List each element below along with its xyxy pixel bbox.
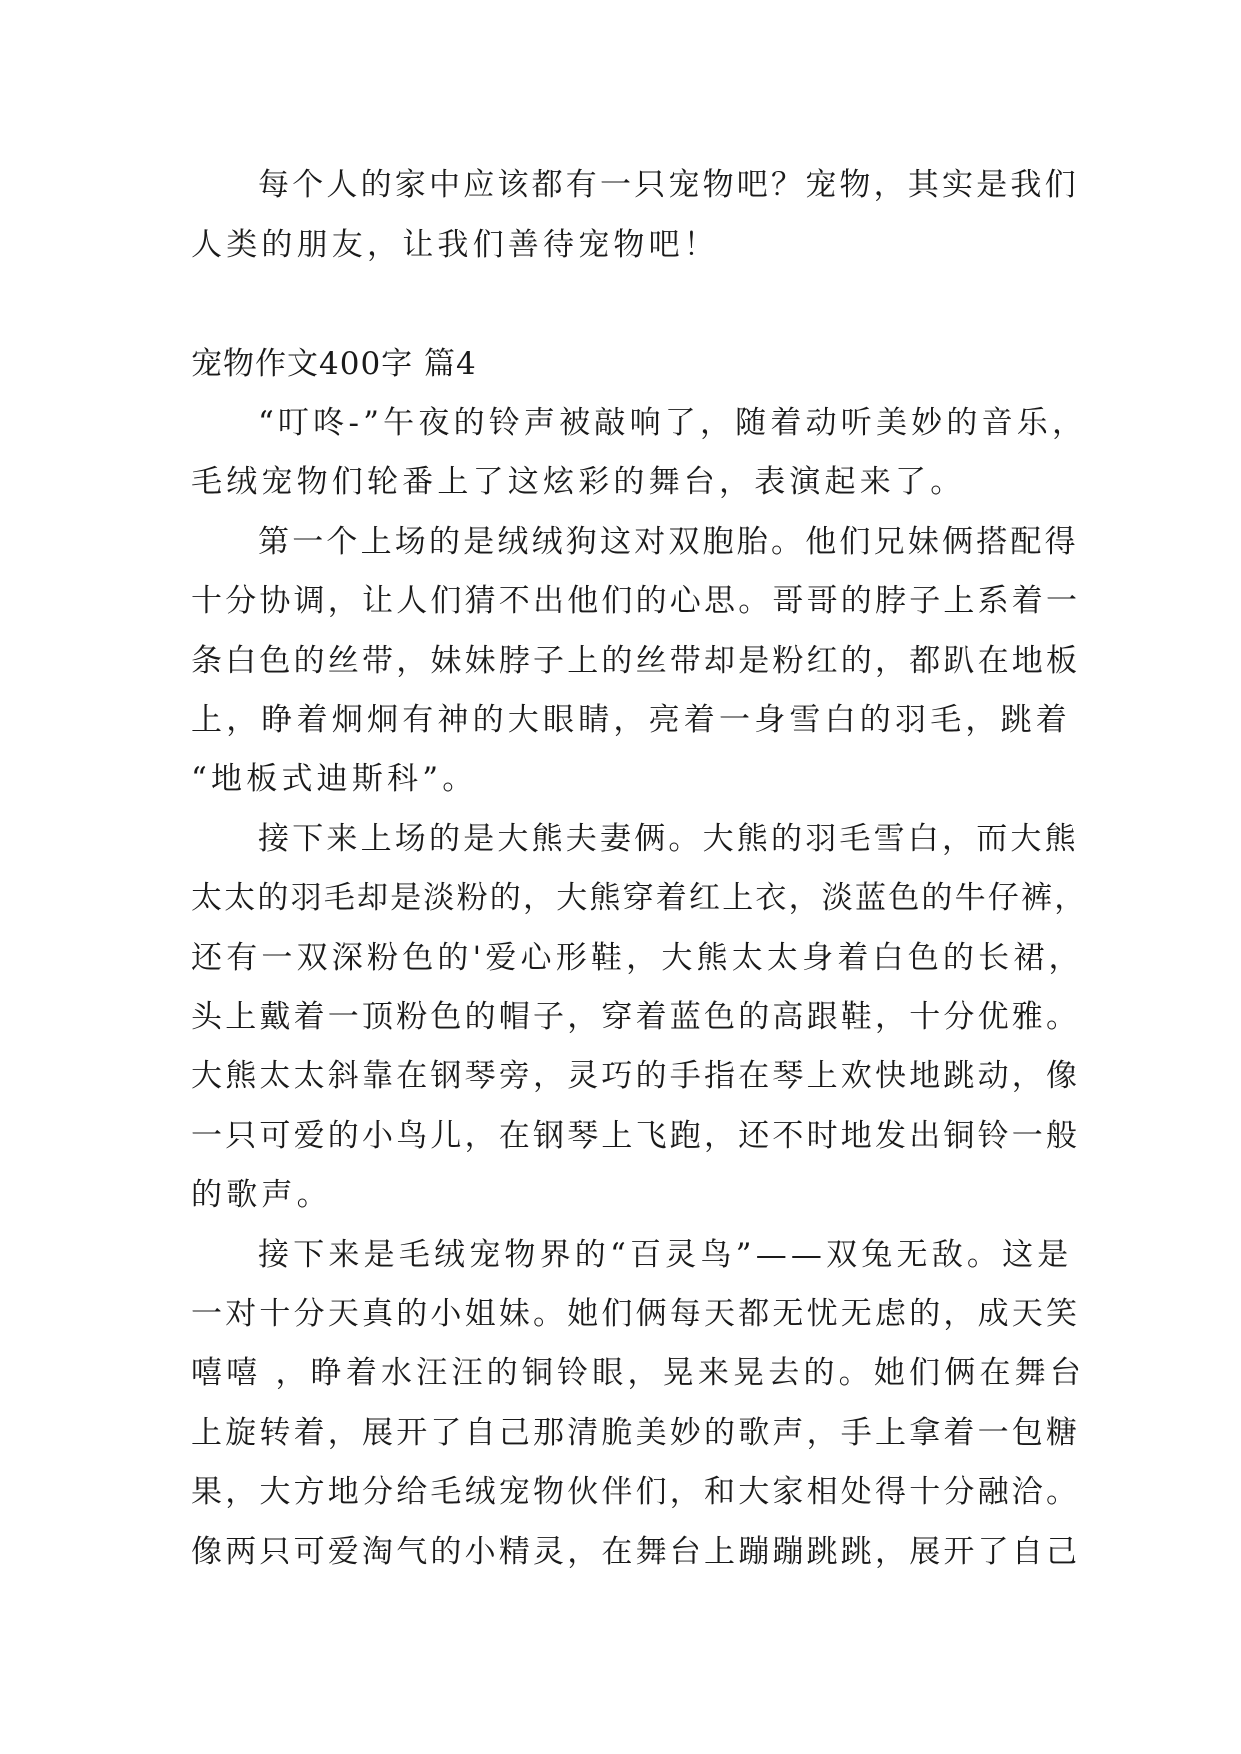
text-line: 毛绒宠物们轮番上了这炫彩的舞台，表演起来了。 [191,464,966,500]
text-line: 十分协调，让人们猜不出他们的心思。哥哥的脖子上系着一 [191,583,1081,619]
text-line: 条白色的丝带，妹妹脖子上的丝带却是粉红的，都趴在地板 [191,643,1081,679]
text-line: 的歌声。 [191,1177,332,1213]
text-line: 第一个上场的是绒绒狗这对双胞胎。他们兄妹俩搭配得 [258,524,1079,560]
text-line: 上，睁着炯炯有神的大眼睛，亮着一身雪白的羽毛，跳着 [191,702,1071,738]
text-line: 一对十分天真的小姐妹。她们俩每天都无忧无虑的，成天笑 [191,1296,1081,1332]
section-heading: 宠物作文400字 篇4 [191,346,477,382]
text-line: 太太的羽毛却是淡粉的，大熊穿着红上衣，淡蓝色的牛仔裤， [191,880,1088,916]
text-line: 头上戴着一顶粉色的帽子，穿着蓝色的高跟鞋，十分优雅。 [191,999,1081,1035]
text-line: “叮咚-”午夜的铃声被敲响了，随着动听美妙的音乐， [258,405,1088,441]
text-line: 嘻嘻 ，睁着水汪汪的铜铃眼，晃来晃去的。她们俩在舞台 [191,1355,1086,1391]
text-line: 接下来上场的是大熊夫妻俩。大熊的羽毛雪白，而大熊 [258,821,1079,857]
text-line: 果，大方地分给毛绒宠物伙伴们，和大家相处得十分融洽。 [191,1474,1081,1510]
text-line: “地板式迪斯科”。 [191,761,478,797]
text-line: 大熊太太斜靠在钢琴旁，灵巧的手指在琴上欢快地跳动，像 [191,1058,1081,1094]
text-line: 人类的朋友，让我们善待宠物吧！ [191,227,719,263]
text-line: 每个人的家中应该都有一只宠物吧？宠物，其实是我们 [258,167,1079,203]
text-line: 像两只可爱淘气的小精灵，在舞台上蹦蹦跳跳，展开了自己 [191,1534,1081,1570]
text-line: 一只可爱的小鸟儿，在钢琴上飞跑，还不时地发出铜铃一般 [191,1118,1081,1154]
text-line: 接下来是毛绒宠物界的“百灵鸟”——双兔无敌。这是 [258,1237,1073,1273]
text-line: 还有一双深粉色的'爱心形鞋，大熊太太身着白色的长裙， [191,940,1084,976]
text-line: 上旋转着，展开了自己那清脆美妙的歌声，手上拿着一包糖 [191,1415,1081,1451]
